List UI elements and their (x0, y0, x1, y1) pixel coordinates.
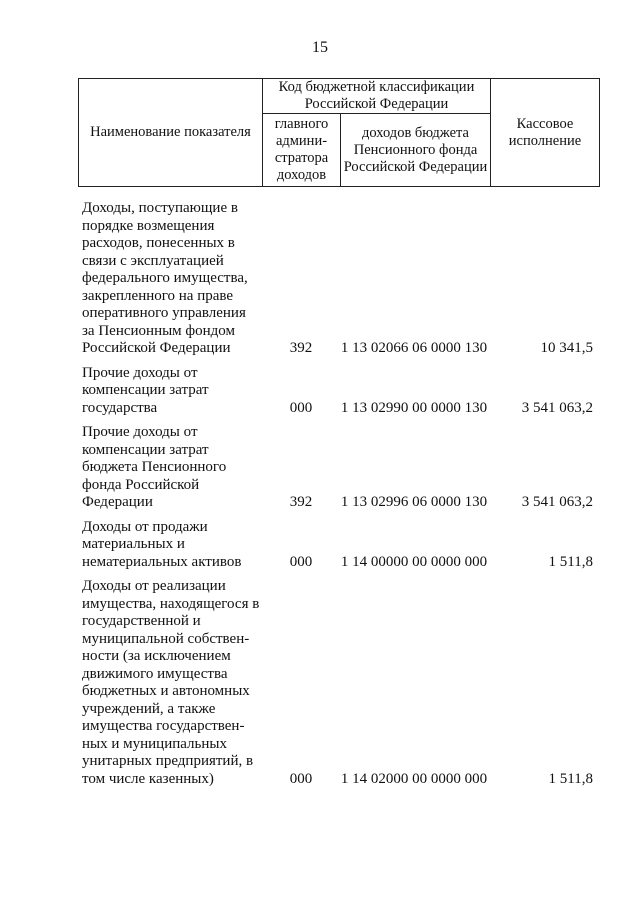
table-row (78, 578, 599, 788)
row-budget-code: 1 13 02066 06 0000 130 (340, 340, 488, 356)
row-amount: 3 541 063,2 (521, 494, 593, 510)
row-amount: 1 511,8 (548, 770, 593, 787)
header-code-group: Код бюджетной классификации Российской Федерации (263, 79, 491, 114)
row-budget-code: 1 13 02990 00 0000 130 (340, 399, 488, 416)
row-name: Прочие доходы от компенсации затрат бюджета Пенсионного фонда Российской Федерации (82, 424, 227, 510)
table-row (78, 365, 599, 418)
row-admin-code: 000 (289, 553, 313, 570)
row-admin-code: 000 (289, 399, 313, 416)
table-body (78, 200, 599, 795)
row-budget-code: 1 14 02000 00 0000 000 (340, 770, 488, 787)
row-amount: 10 341,5 (540, 340, 593, 356)
table-row (78, 519, 599, 572)
row-amount: 3 541 063,2 (521, 399, 593, 416)
table-header (78, 78, 600, 187)
row-budget-code: 1 14 00000 00 0000 000 (340, 553, 488, 570)
row-name: Доходы от продажи материальных и нематериальных активов (82, 518, 242, 570)
table-row (78, 424, 599, 512)
header-execution-column: Кассовое исполнение (491, 79, 600, 187)
row-amount: 1 511,8 (548, 553, 593, 570)
row-budget-code: 1 13 02996 06 0000 130 (340, 494, 488, 510)
row-name: Доходы, поступающие в порядке возмещения расходов, понесенных в связи с эксплуатацией федерального имущества, закрепленного на праве оперативного управления за Пенсионным фондом Российской Федерации (82, 200, 248, 356)
row-admin-code: 392 (289, 494, 313, 510)
row-admin-code: 000 (289, 770, 313, 787)
header-budget-column: доходов бюджета Пенсионного фонда Российской Федерации (341, 114, 491, 187)
table-row (78, 200, 599, 358)
header-admin-column: главного админи-стратора доходов (263, 114, 341, 187)
header-name-column: Наименование показателя (79, 79, 263, 187)
row-name: Прочие доходы от компенсации затрат государства (82, 364, 209, 416)
row-admin-code: 392 (289, 340, 313, 356)
page-number: 15 (312, 39, 328, 56)
row-name: Доходы от реализации имущества, находящегося в государственной и муниципальной собствен-ности (за исключением движимого имущества бюджетных и автономных учреждений, а также имущества государствен-ных и муниципальных унитарных предприятий, в том числе казенных) (82, 578, 260, 787)
